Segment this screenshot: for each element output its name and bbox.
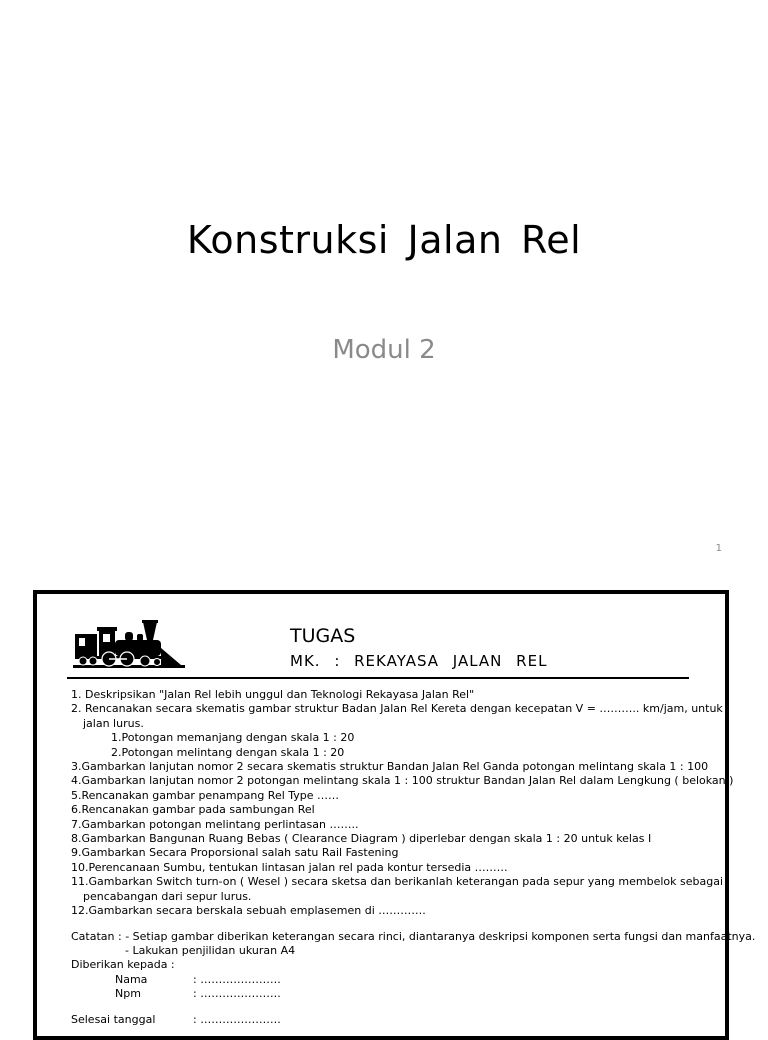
name-value: : …………………. [193,972,281,986]
task-item: 12.Gambarkan secara berskala sebuah emplasemen di …………. [71,904,426,918]
task-subitem: 1.Potongan memanjang dengan skala 1 : 20 [111,731,355,745]
note-line: Catatan : - Setiap gambar diberikan keterangan secara rinci, diantaranya deskripsi komponen serta fungsi dan manfaatnya. [71,929,756,943]
assignment-body [71,688,756,1027]
assignment-heading: TUGAS [290,625,356,647]
task-item: 1. Deskripsikan "Jalan Rel lebih unggul dan Teknologi Rekayasa Jalan Rel" [71,688,475,701]
task-item: jalan lurus. [83,716,144,730]
task-item: 9.Gambarkan Secara Proporsional salah satu Rail Fastening [71,846,399,860]
task-item: 8.Gambarkan Bangunan Ruang Bebas ( Clearance Diagram ) diperlebar dengan skala 1 : 20 untuk kelas I [71,832,652,846]
course-name: MK. : REKAYASA JALAN REL [290,652,548,670]
npm-field [71,987,721,1001]
task-item: 5.Rencanakan gambar penampang Rel Type …… [71,788,340,802]
name-label: Nama [115,972,148,986]
done-date-field [71,1013,721,1027]
task-item: 2. Rencanakan secara skematis gambar struktur Badan Jalan Rel Kereta dengan kecepatan V = ……….. km/jam, untuk [71,702,723,716]
header-divider [67,677,689,679]
given-to-label: Diberikan kepada : [71,958,175,972]
npm-value: : …………………. [193,987,281,1001]
done-date-label: Selesai tanggal [71,1012,156,1026]
assignment-slide [33,590,756,1040]
task-item: 10.Perencanaan Sumbu, tentukan lintasan jalan rel pada kontur tersedia ……… [71,860,508,874]
task-item: 4.Gambarkan lanjutan nomor 2 potongan melintang skala 1 : 100 struktur Bandan Jalan Rel dalam Lengkung ( belokan ) [71,774,734,788]
npm-label: Npm [115,987,141,1001]
name-field [71,973,721,987]
task-item: 3.Gambarkan lanjutan nomor 2 secara skematis struktur Bandan Jalan Rel Ganda potongan melintang skala 1 : 100 [71,760,709,774]
task-item: 7.Gambarkan potongan melintang perlintasan …….. [71,817,359,831]
slide-title: Konstruksi Jalan Rel [186,218,582,262]
slide-subtitle: Modul 2 [332,335,436,365]
done-date-value: : …………………. [193,1012,281,1026]
slide-number: 1 [715,543,722,554]
task-item: 11.Gambarkan Switch turn-on ( Wesel ) secara sketsa dan berikanlah keterangan pada sepur yang membelok sebagai [71,875,724,889]
task-item: 6.Rencanakan gambar pada sambungan Rel [71,803,315,817]
task-subitem: 2.Potongan melintang dengan skala 1 : 20 [111,745,345,759]
note-line: - Lakukan penjilidan ukuran A4 [125,943,296,957]
task-item: pencabangan dari sepur lurus. [83,889,252,903]
steam-locomotive-icon [73,618,185,670]
